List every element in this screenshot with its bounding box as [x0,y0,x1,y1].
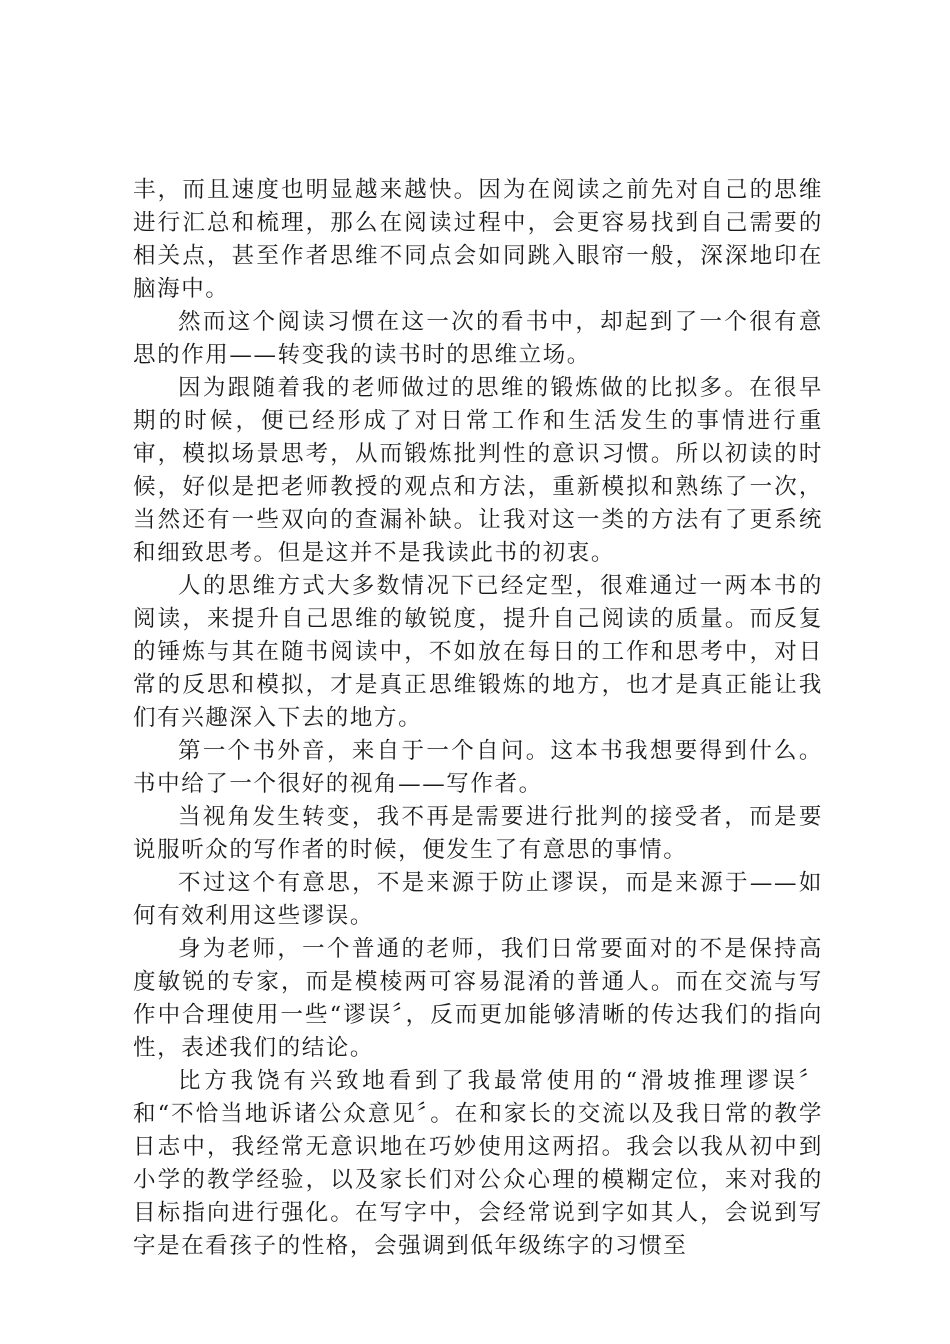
paragraph-5: 第一个书外音，来自于一个自问。这本书我想要得到什么。书中给了一个很好的视角——写作者。 [133,738,823,797]
paragraph-7: 不过这个有意思，不是来源于防止谬误，而是来源于——如何有效利用这些谬误。 [133,870,823,929]
body-text [133,174,823,1263]
paragraph-4: 人的思维方式大多数情况下已经定型，很难通过一两本书的阅读，来提升自己思维的敏锐度，提升自己阅读的质量。而反复的锤炼与其在随书阅读中，不如放在每日的工作和思考中，对日常的反思和模拟，才是真正思维锻炼的地方，也才是真正能让我们有兴趣深入下去的地方。 [133,573,823,731]
paragraph-6: 当视角发生转变，我不再是需要进行批判的接受者，而是要说服听众的写作者的时候，便发生了有意思的事情。 [133,804,823,863]
paragraph-8: 身为老师，一个普通的老师，我们日常要面对的不是保持高度敏锐的专家，而是模棱两可容易混淆的普通人。而在交流与写作中合理使用一些“谬误〞，反而更加能够清晰的传达我们的指向性，表述我们的结论。 [133,936,823,1061]
paragraph-2: 然而这个阅读习惯在这一次的看书中，却起到了一个很有意思的作用——转变我的读书时的思维立场。 [133,309,823,368]
paragraph-9: 比方我饶有兴致地看到了我最常使用的“滑坡推理谬误〞和“不恰当地诉诸公众意见〞。在和家长的交流以及我日常的教学日志中，我经常无意识地在巧妙使用这两招。我会以我从初中到小学的教学经验，以及家长们对公众心理的模糊定位，来对我的目标指向进行强化。在写字中，会经常说到字如其人，会说到写字是在看孩子的性格，会强调到低年级练字的习惯至 [133,1068,823,1259]
paragraph-3: 因为跟随着我的老师做过的思维的锻炼做的比拟多。在很早期的时候，便已经形成了对日常工作和生活发生的事情进行重审，模拟场景思考，从而锻炼批判性的意识习惯。所以初读的时候，好似是把老师教授的观点和方法，重新模拟和熟练了一次，当然还有一些双向的查漏补缺。让我对这一类的方法有了更系统和细致思考。但是这并不是我读此书的初衷。 [133,375,823,566]
paragraph-1: 丰，而且速度也明显越来越快。因为在阅读之前先对自己的思维进行汇总和梳理，那么在阅读过程中，会更容易找到自己需要的相关点，甚至作者思维不同点会如同跳入眼帘一般，深深地印在脑海中。 [133,177,823,302]
